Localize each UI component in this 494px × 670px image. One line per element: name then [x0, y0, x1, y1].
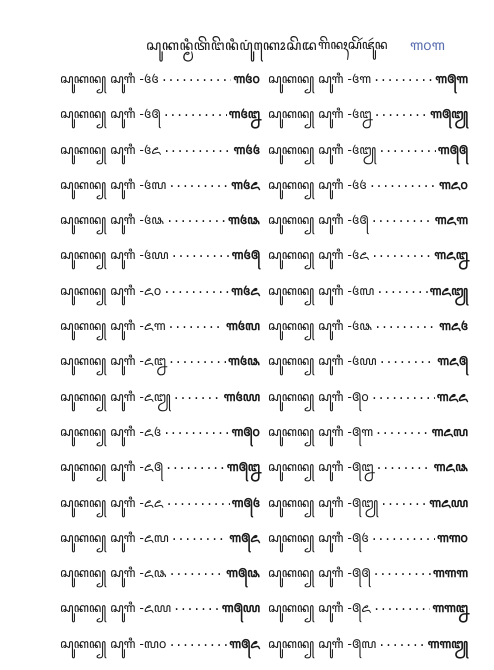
entry-number: -꧔꧖ [139, 141, 162, 157]
toc-entry[interactable] [268, 282, 468, 317]
entry-number: -꧖꧘ [139, 565, 167, 581]
toc-entry[interactable] [268, 423, 468, 458]
toc-entry[interactable] [60, 317, 260, 352]
toc-entry[interactable] [268, 599, 468, 634]
toc-entry[interactable] [268, 564, 468, 599]
entry-number: -꧕꧒ [347, 459, 374, 475]
entry-label: ꦱꦸꦏꦤ꧀ ꦱꦸꦒꦶ [268, 494, 344, 510]
entry-number: -꧔꧙ [139, 247, 169, 263]
entry-number: -꧔꧔ [347, 176, 367, 192]
entry-page-number: ꧑꧑꧑ [432, 565, 468, 581]
entry-page-number: ꧑꧕꧐ [231, 423, 260, 439]
entry-page-number: ꧑꧔꧕ [231, 247, 260, 263]
entry-number: -꧖꧙ [139, 600, 171, 616]
dot-leader [380, 494, 427, 508]
dot-leader [163, 423, 229, 437]
entry-page-number: ꧑꧕꧘ [226, 565, 260, 581]
toc-entry[interactable] [268, 494, 468, 529]
dot-leader [374, 317, 437, 331]
dot-leader [376, 282, 427, 296]
entry-label: ꦱꦸꦏꦤ꧀ ꦱꦸꦒꦶ [268, 565, 344, 581]
toc-entry[interactable] [60, 70, 260, 105]
entry-label: ꦱꦸꦏꦤ꧀ ꦱꦸꦒꦶ [60, 212, 136, 228]
dot-leader [375, 423, 430, 437]
entry-label: ꦱꦸꦏꦤ꧀ ꦱꦸꦒꦶ [268, 212, 344, 228]
dot-leader [169, 564, 225, 578]
entry-page-number: ꧑꧖꧕ [437, 353, 468, 369]
entry-page-number: ꧑꧑꧓ [427, 635, 468, 651]
entry-number: -꧔꧔ [139, 71, 159, 86]
dot-leader [374, 105, 429, 119]
dot-leader [165, 494, 229, 508]
entry-page-number: ꧑꧖꧒ [434, 247, 468, 263]
entry-label: ꦱꦸꦏꦤ꧀ ꦱꦸꦒꦶ [268, 529, 344, 545]
entry-page-number: ꧑꧑꧐ [436, 529, 468, 545]
dot-leader [171, 246, 230, 260]
toc-entry[interactable] [268, 317, 468, 352]
entry-number: -꧔꧗ [347, 282, 375, 298]
entry-label: ꦱꦸꦏꦤ꧀ ꦱꦸꦒꦶ [268, 141, 344, 157]
dot-leader [379, 352, 436, 366]
toc-entry[interactable] [268, 70, 468, 105]
entry-page-number: ꧑꧕꧖ [229, 635, 260, 651]
entry-label: ꦱꦸꦏꦤ꧀ ꦱꦸꦒꦶ [268, 106, 344, 122]
entry-label: ꦱꦸꦏꦤ꧀ ꦱꦸꦒꦶ [60, 106, 136, 122]
dot-leader [173, 388, 222, 402]
dot-leader [373, 70, 433, 84]
entry-label: ꦱꦸꦏꦤ꧀ ꦱꦸꦒꦶ [268, 635, 344, 651]
entry-number: -꧖꧕ [139, 459, 163, 475]
toc-entry[interactable] [268, 176, 468, 211]
entry-label: ꦱꦸꦏꦤ꧀ ꦱꦸꦒꦶ [60, 247, 136, 263]
entry-page-number: ꧑꧕꧓ [430, 106, 468, 122]
toc-entry[interactable] [268, 529, 468, 564]
entry-page-number: ꧑꧔꧐ [233, 71, 260, 86]
entry-label: ꦱꦸꦏꦤ꧀ ꦱꦸꦒꦶ [60, 459, 136, 475]
entry-page-number: ꧑꧖꧐ [438, 176, 468, 192]
dot-leader [163, 282, 229, 296]
entry-number: -꧖꧔ [139, 423, 162, 439]
entry-number: -꧗꧐ [139, 635, 167, 651]
entry-number: -꧖꧒ [139, 353, 166, 369]
dot-leader [371, 211, 433, 225]
entry-label: ꦱꦸꦏꦤ꧀ ꦱꦸꦒꦶ [268, 353, 344, 369]
entry-number: -꧕꧕ [347, 565, 371, 581]
entry-number: -꧕꧔ [347, 529, 369, 545]
entry-page-number: ꧑꧖꧑ [434, 212, 468, 228]
toc-entry[interactable] [268, 105, 468, 140]
entry-number: -꧕꧖ [347, 600, 371, 616]
entry-label: ꦱꦸꦏꦤ꧀ ꦱꦸꦒꦶ [60, 71, 136, 86]
entry-page-number: ꧑꧖꧓ [429, 282, 468, 298]
dot-leader [166, 211, 226, 225]
entry-label: ꦱꦸꦏꦤ꧀ ꦱꦸꦒꦶ [268, 71, 344, 86]
entry-label: ꦱꦸꦏꦤ꧀ ꦱꦸꦒꦶ [268, 388, 344, 404]
toc-entry[interactable] [60, 494, 260, 529]
toc-left-column [60, 70, 260, 670]
toc-entry[interactable] [60, 282, 260, 317]
toc-entry[interactable] [268, 388, 468, 423]
dot-leader [168, 635, 227, 649]
entry-page-number: ꧑꧔꧖ [231, 176, 260, 192]
entry-label: ꦱꦸꦏꦤ꧀ ꦱꦸꦒꦶ [60, 353, 136, 369]
entry-page-number: ꧑꧕꧒ [226, 459, 260, 475]
entry-page-number: ꧑꧕꧑ [435, 71, 468, 86]
entry-page-number: ꧑꧕꧕ [437, 141, 468, 157]
entry-label: ꦱꦸꦏꦤ꧀ ꦱꦸꦒꦶ [60, 318, 136, 334]
entry-page-number: ꧑꧔꧖ [231, 282, 260, 298]
entry-number: -꧕꧑ [347, 423, 373, 439]
entry-number: -꧔꧓ [347, 141, 377, 157]
entry-label: ꦱꦸꦏꦤ꧀ ꦱꦸꦒꦶ [268, 423, 344, 439]
entry-number: -꧖꧐ [139, 282, 162, 298]
toc-entry[interactable] [60, 211, 260, 246]
entry-number: -꧔꧖ [347, 247, 370, 263]
dot-leader [372, 564, 430, 578]
dot-leader [163, 105, 227, 119]
dot-leader [171, 529, 228, 543]
entry-number: -꧔꧕ [139, 106, 161, 122]
entry-label: ꦱꦸꦏꦤ꧀ ꦱꦸꦒꦶ [60, 494, 136, 510]
entry-page-number: ꧑꧔꧒ [228, 106, 260, 122]
entry-number: -꧔꧘ [347, 318, 373, 334]
entry-label: ꦱꦸꦏꦤ꧀ ꦱꦸꦒꦶ [268, 600, 344, 616]
entry-page-number: ꧑꧖꧖ [436, 388, 468, 404]
entry-number: -꧔꧕ [347, 212, 369, 228]
entry-label: ꦱꦸꦏꦤ꧀ ꦱꦸꦒꦶ [60, 529, 136, 545]
entry-page-number: ꧑꧕꧙ [221, 600, 260, 616]
dot-leader [375, 458, 431, 472]
dot-leader [378, 141, 436, 155]
entry-number: -꧖꧖ [139, 494, 164, 510]
dot-leader [373, 599, 430, 613]
entry-page-number: ꧑꧔꧘ [228, 212, 260, 228]
dot-leader [173, 599, 220, 613]
toc-entry[interactable] [268, 141, 468, 176]
entry-label: ꦱꦸꦏꦤ꧀ ꦱꦸꦒꦶ [60, 565, 136, 581]
entry-number: -꧕꧗ [347, 635, 377, 651]
entry-page-number: ꧑꧕꧔ [231, 494, 260, 510]
toc-entry[interactable] [60, 529, 260, 564]
dot-leader [371, 388, 435, 402]
entry-label: ꦱꦸꦏꦤ꧀ ꦱꦸꦒꦶ [268, 247, 344, 263]
entry-page-number: ꧑꧖꧙ [429, 494, 468, 510]
entry-number: -꧔꧑ [347, 71, 372, 86]
entry-page-number: ꧑꧔꧔ [233, 141, 260, 157]
toc-entry[interactable] [60, 141, 260, 176]
entry-number: -꧕꧓ [347, 494, 379, 510]
entry-number: -꧖꧑ [139, 318, 166, 334]
entry-page-number: ꧑꧖꧔ [439, 318, 468, 334]
toc-right-column [268, 70, 468, 670]
toc-entry[interactable] [268, 246, 468, 281]
toc-entry[interactable] [60, 564, 260, 599]
dot-leader [165, 458, 225, 472]
entry-page-number: ꧑꧕꧖ [229, 529, 260, 545]
entry-label: ꦱꦸꦏꦤ꧀ ꦱꦸꦒꦶ [60, 635, 136, 651]
entry-label: ꦱꦸꦏꦤ꧀ ꦱꦸꦒꦶ [268, 282, 344, 298]
dot-leader [378, 635, 426, 649]
toc-entry[interactable] [60, 423, 260, 458]
entry-label: ꦱꦸꦏꦤ꧀ ꦱꦸꦒꦶ [268, 176, 344, 192]
entry-label: ꦱꦸꦏꦤ꧀ ꦱꦸꦒꦶ [60, 423, 136, 439]
toc-entry[interactable] [60, 388, 260, 423]
entry-page-number: ꧑꧔꧙ [223, 388, 260, 404]
toc-entry[interactable] [60, 105, 260, 140]
entry-label: ꦱꦸꦏꦤ꧀ ꦱꦸꦒꦶ [60, 176, 136, 192]
toc-entry[interactable] [60, 635, 260, 670]
dot-leader [163, 141, 231, 155]
toc-entry[interactable] [268, 211, 468, 246]
page-title: ꦱꦸꦏꦤ꧀ꦩꦶꦠꦼꦔꦼꦤꦶꦥꦸꦁꦏꦺꦴꦱꦼꦢ [146, 38, 318, 54]
entry-page-number: ꧑꧑꧒ [432, 600, 468, 616]
toc-entry[interactable] [268, 352, 468, 387]
dot-leader [371, 529, 435, 543]
dot-leader [161, 70, 232, 84]
toc-entry[interactable] [60, 599, 260, 634]
dot-leader [168, 352, 226, 366]
toc-entry[interactable] [60, 458, 260, 493]
toc-entry[interactable] [268, 458, 468, 493]
toc-entry[interactable] [60, 176, 260, 211]
entry-number: -꧖꧓ [139, 388, 171, 404]
entry-label: ꦱꦸꦏꦤ꧀ ꦱꦸꦒꦶ [60, 282, 136, 298]
entry-label: ꦱꦸꦏꦤ꧀ ꦱꦸꦒꦶ [60, 141, 136, 157]
dot-leader [371, 246, 432, 260]
entry-label: ꦱꦸꦏꦤ꧀ ꦱꦸꦒꦶ [268, 459, 344, 475]
section-label: ꦒꦼꦤꦃꦱꦼꦂꦗꦸꦂꦤ [318, 38, 388, 53]
page-number: ꧑꧐꧑ [410, 38, 445, 54]
dot-leader [369, 176, 437, 190]
entry-label: ꦱꦸꦏꦤ꧀ ꦱꦸꦒꦶ [60, 600, 136, 616]
entry-label: ꦱꦸꦏꦤ꧀ ꦱꦸꦒꦶ [60, 388, 136, 404]
dot-leader [168, 176, 229, 190]
entry-number: -꧕꧐ [347, 388, 369, 404]
entry-number: -꧔꧗ [139, 176, 167, 192]
entry-number: -꧖꧗ [139, 529, 169, 545]
entry-page-number: ꧑꧔꧘ [228, 353, 260, 369]
entry-page-number: ꧑꧖꧗ [431, 423, 468, 439]
entry-number: -꧔꧒ [347, 106, 372, 122]
entry-number: -꧔꧙ [347, 353, 377, 369]
page-header [0, 34, 494, 54]
dot-leader [167, 317, 224, 331]
toc-entry[interactable] [60, 246, 260, 281]
entry-number: -꧔꧘ [139, 212, 165, 228]
entry-label: ꦱꦸꦏꦤ꧀ ꦱꦸꦒꦶ [268, 318, 344, 334]
toc-entry[interactable] [60, 352, 260, 387]
toc-entry[interactable] [268, 635, 468, 670]
entry-page-number: ꧑꧖꧘ [433, 459, 468, 475]
entry-page-number: ꧑꧔꧗ [225, 318, 260, 334]
